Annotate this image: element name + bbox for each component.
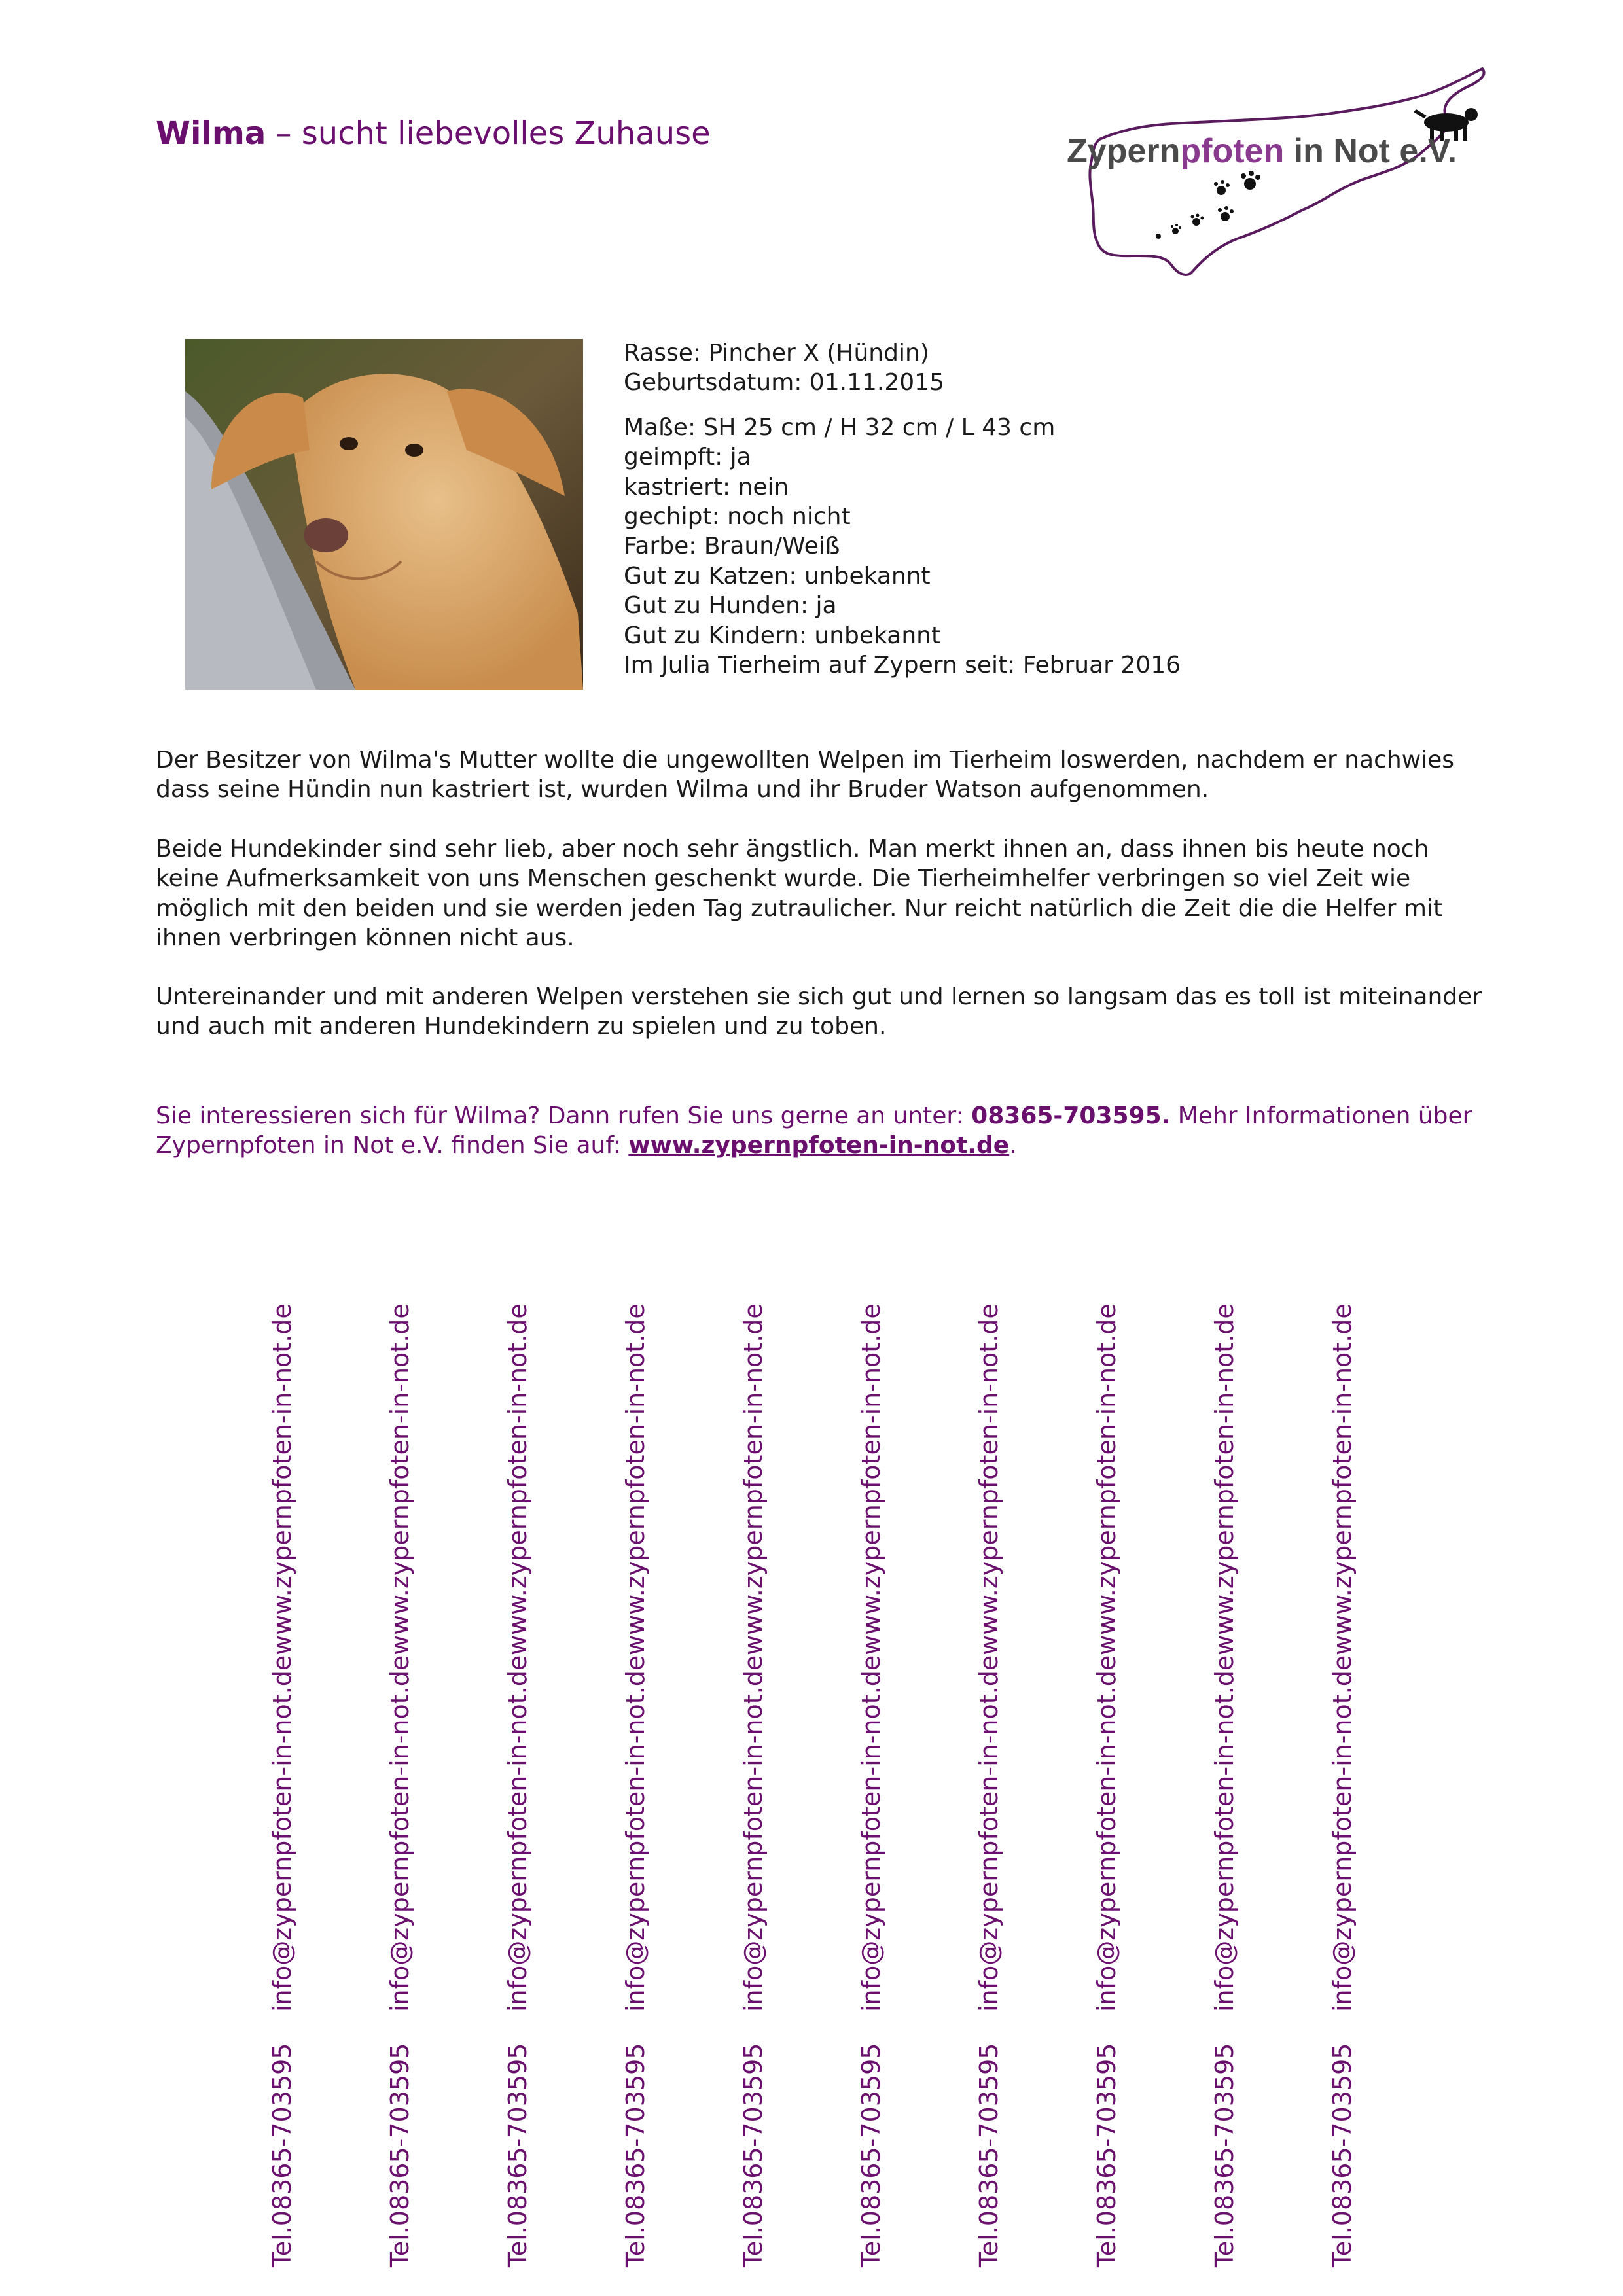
tab-phone: Tel.08365-703595	[268, 2043, 296, 2267]
tab-web: www.zypernpfoten-in-not.de	[857, 1303, 885, 1655]
contact-end: .	[1009, 1132, 1017, 1159]
story-paragraph-2: Beide Hundekinder sind sehr lieb, aber noch sehr ängstlich. Man merkt ihnen an, dass ihnen bis heute noch keine Aufmerksamkeit von uns Menschen geschenkt wurde. Die Tierheimhelfer verbringen so viel Zeit wie möglich mit den beiden und sie werden jeden Tag zutraulicher. Nur reicht natürlich die Zeit die die Helfer mit ihnen verbringen können nicht aus.	[156, 836, 1443, 952]
cyprus-outline-icon	[1090, 69, 1484, 275]
fact-chipped: gechipt: noch nicht	[624, 503, 851, 531]
tab-phone: Tel.08365-703595	[739, 2043, 768, 2267]
tear-off-tab[interactable]	[260, 1303, 306, 2267]
fact-breed: Rasse: Pincher X (Hündin)	[624, 340, 929, 366]
fact-birthdate: Geburtsdatum: 01.11.2015	[624, 369, 944, 397]
fact-list	[624, 338, 1181, 680]
fact-vaccinated: geimpft: ja	[624, 444, 751, 471]
contact-more-info: Mehr Informationen über Zypernpfoten in Not e.V. finden Sie auf:	[156, 1103, 1472, 1159]
fact-neutered: kastriert: nein	[624, 473, 789, 501]
logo-text: Zypernpfoten in Not e.V.	[1067, 132, 1457, 170]
tear-off-tab[interactable]	[731, 1303, 777, 2267]
tab-email: info@zypernpfoten-in-not.de	[268, 1655, 296, 2012]
tab-email: info@zypernpfoten-in-not.de	[974, 1655, 1003, 2012]
tab-phone: Tel.08365-703595	[974, 2043, 1003, 2267]
tab-email: info@zypernpfoten-in-not.de	[1328, 1655, 1357, 2012]
tab-phone: Tel.08365-703595	[385, 2043, 414, 2267]
tab-email: info@zypernpfoten-in-not.de	[503, 1655, 532, 2012]
tab-email: info@zypernpfoten-in-not.de	[857, 1655, 885, 2012]
tear-off-tab[interactable]	[613, 1303, 659, 2267]
tear-off-tab[interactable]	[495, 1303, 541, 2267]
tab-phone: Tel.08365-703595	[1328, 2043, 1357, 2267]
tab-web: www.zypernpfoten-in-not.de	[1328, 1303, 1357, 1655]
tab-web: www.zypernpfoten-in-not.de	[268, 1303, 296, 1655]
title-rest: – sucht liebevolles Zuhause	[266, 115, 711, 152]
tab-web: www.zypernpfoten-in-not.de	[1210, 1303, 1239, 1655]
tear-off-tab[interactable]	[1084, 1303, 1130, 2267]
tear-off-tab[interactable]	[1320, 1303, 1366, 2267]
website-link[interactable]: www.zypernpfoten-in-not.de	[628, 1132, 1010, 1159]
tab-web: www.zypernpfoten-in-not.de	[621, 1303, 650, 1655]
tab-web: www.zypernpfoten-in-not.de	[739, 1303, 768, 1655]
tear-off-tab[interactable]	[967, 1303, 1012, 2267]
contact-intro: Sie interessieren sich für Wilma? Dann rufen Sie uns gerne an unter:	[156, 1103, 972, 1129]
organization-logo	[1054, 62, 1505, 288]
tear-off-tab[interactable]	[378, 1303, 423, 2267]
fact-shelter: Im Julia Tierheim auf Zypern seit: Februar 2016	[624, 652, 1181, 679]
tear-off-tab[interactable]	[849, 1303, 895, 2267]
dog-photo	[185, 339, 583, 690]
fact-dogs: Gut zu Hunden: ja	[624, 592, 837, 620]
page-title	[156, 115, 711, 153]
tab-phone: Tel.08365-703595	[1210, 2043, 1239, 2267]
tab-web: www.zypernpfoten-in-not.de	[974, 1303, 1003, 1655]
tab-phone: Tel.08365-703595	[1092, 2043, 1121, 2267]
tab-web: www.zypernpfoten-in-not.de	[503, 1303, 532, 1655]
tab-phone: Tel.08365-703595	[857, 2043, 885, 2267]
tab-email: info@zypernpfoten-in-not.de	[739, 1655, 768, 2012]
dog-name: Wilma	[156, 115, 266, 152]
tab-email: info@zypernpfoten-in-not.de	[385, 1655, 414, 2012]
story-paragraph-1: Der Besitzer von Wilma's Mutter wollte die ungewollten Welpen im Tierheim loswerden, nachdem er nachwies dass seine Hündin nun kastriert ist, wurden Wilma und ihr Bruder Watson aufgenommen.	[156, 747, 1455, 804]
fact-measurements: Maße: SH 25 cm / H 32 cm / L 43 cm	[624, 414, 1056, 441]
tab-email: info@zypernpfoten-in-not.de	[1092, 1655, 1121, 2012]
tab-phone: Tel.08365-703595	[503, 2043, 532, 2267]
tab-email: info@zypernpfoten-in-not.de	[621, 1655, 650, 2012]
paw-prints-icon	[1156, 171, 1260, 239]
contact-phone: 08365-703595.	[971, 1103, 1171, 1129]
story-paragraph-3: Untereinander und mit anderen Welpen verstehen sie sich gut und lernen so langsam das es toll ist miteinander und auch mit anderen Hundekindern zu spielen und zu toben.	[156, 983, 1482, 1040]
fact-cats: Gut zu Katzen: unbekannt	[624, 562, 931, 590]
tab-phone: Tel.08365-703595	[621, 2043, 650, 2267]
fact-kids: Gut zu Kindern: unbekannt	[624, 622, 941, 649]
contact-paragraph	[156, 1101, 1491, 1161]
tab-web: www.zypernpfoten-in-not.de	[385, 1303, 414, 1655]
fact-color: Farbe: Braun/Weiß	[624, 533, 840, 560]
tab-email: info@zypernpfoten-in-not.de	[1210, 1655, 1239, 2012]
tab-web: www.zypernpfoten-in-not.de	[1092, 1303, 1121, 1655]
tear-off-tab[interactable]	[1202, 1303, 1248, 2267]
